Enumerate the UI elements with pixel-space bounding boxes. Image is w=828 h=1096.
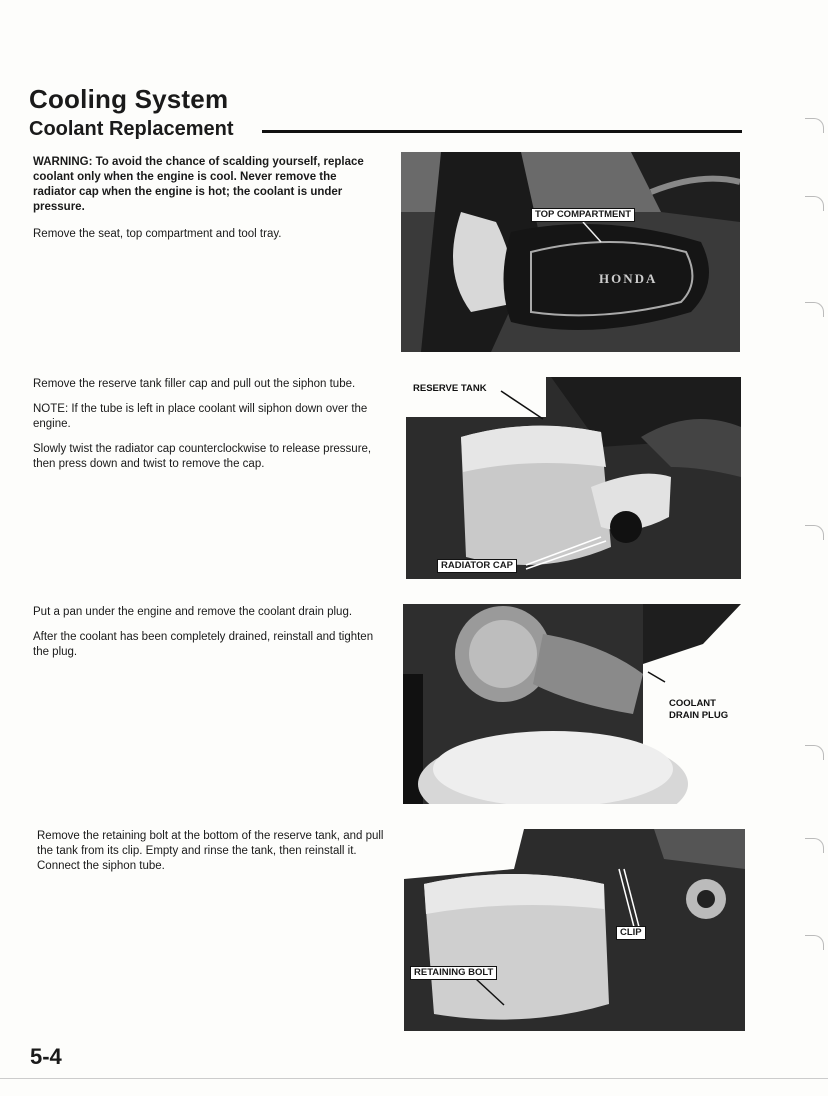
- step-text: Remove the reserve tank filler cap and pull out the siphon tube.: [33, 378, 356, 390]
- step-text: Put a pan under the engine and remove the coolant drain plug.: [33, 606, 353, 618]
- honda-logo: HONDA: [599, 271, 658, 286]
- step-text: Remove the retaining bolt at the bottom of the reserve tank, and pull the tank from its clip. Empty and rinse the tank, then reinstall it. Connect the siphon tube.: [37, 830, 384, 872]
- step-text: After the coolant has been completely drained, reinstall and tighten the plug.: [33, 631, 374, 658]
- callout-top-compartment: TOP COMPARTMENT: [531, 208, 635, 222]
- callout-radiator-cap: RADIATOR CAP: [437, 559, 517, 573]
- page-edge-mark: [805, 118, 824, 133]
- photo-top-compartment: [401, 152, 740, 352]
- callout-drain-plug: DRAIN PLUG: [669, 710, 729, 721]
- page-edge-mark: [805, 525, 824, 540]
- callout-clip: CLIP: [616, 926, 646, 940]
- section-subtitle: Coolant Replacement: [29, 118, 234, 140]
- section-1-text: [33, 155, 375, 252]
- callout-retaining-bolt: RETAINING BOLT: [410, 966, 497, 980]
- page-edge-mark: [805, 935, 824, 950]
- page-edge-mark: [805, 745, 824, 760]
- section-2-text: [33, 377, 375, 482]
- step-text: Remove the seat, top compartment and tool tray.: [33, 228, 282, 240]
- note-text: NOTE: If the tube is left in place coolant will siphon down over the engine.: [33, 403, 368, 430]
- bottom-edge: [0, 1078, 828, 1079]
- title-rule: [262, 130, 742, 133]
- page-title: Cooling System: [29, 84, 229, 114]
- warning-text: WARNING: To avoid the chance of scalding yourself, replace coolant only when the engine is cool. Never remove the radiator cap when the engine is hot; the coolant is under pressure.: [33, 156, 364, 213]
- callout-reserve-tank: RESERVE TANK: [413, 383, 487, 394]
- section-4-text: [37, 829, 387, 884]
- photo-reserve-tank: [401, 377, 741, 579]
- step-text: Slowly twist the radiator cap counterclockwise to release pressure, then press down and twist to remove the cap.: [33, 443, 372, 470]
- photo-drain-plug: [403, 604, 741, 804]
- callout-coolant: COOLANT: [669, 698, 716, 709]
- page-edge-mark: [805, 838, 824, 853]
- photo-retaining-bolt: [404, 829, 745, 1031]
- page-edge-mark: [805, 196, 824, 211]
- page-edge-mark: [805, 302, 824, 317]
- page-number: 5-4: [30, 1044, 62, 1069]
- section-3-text: [33, 605, 375, 670]
